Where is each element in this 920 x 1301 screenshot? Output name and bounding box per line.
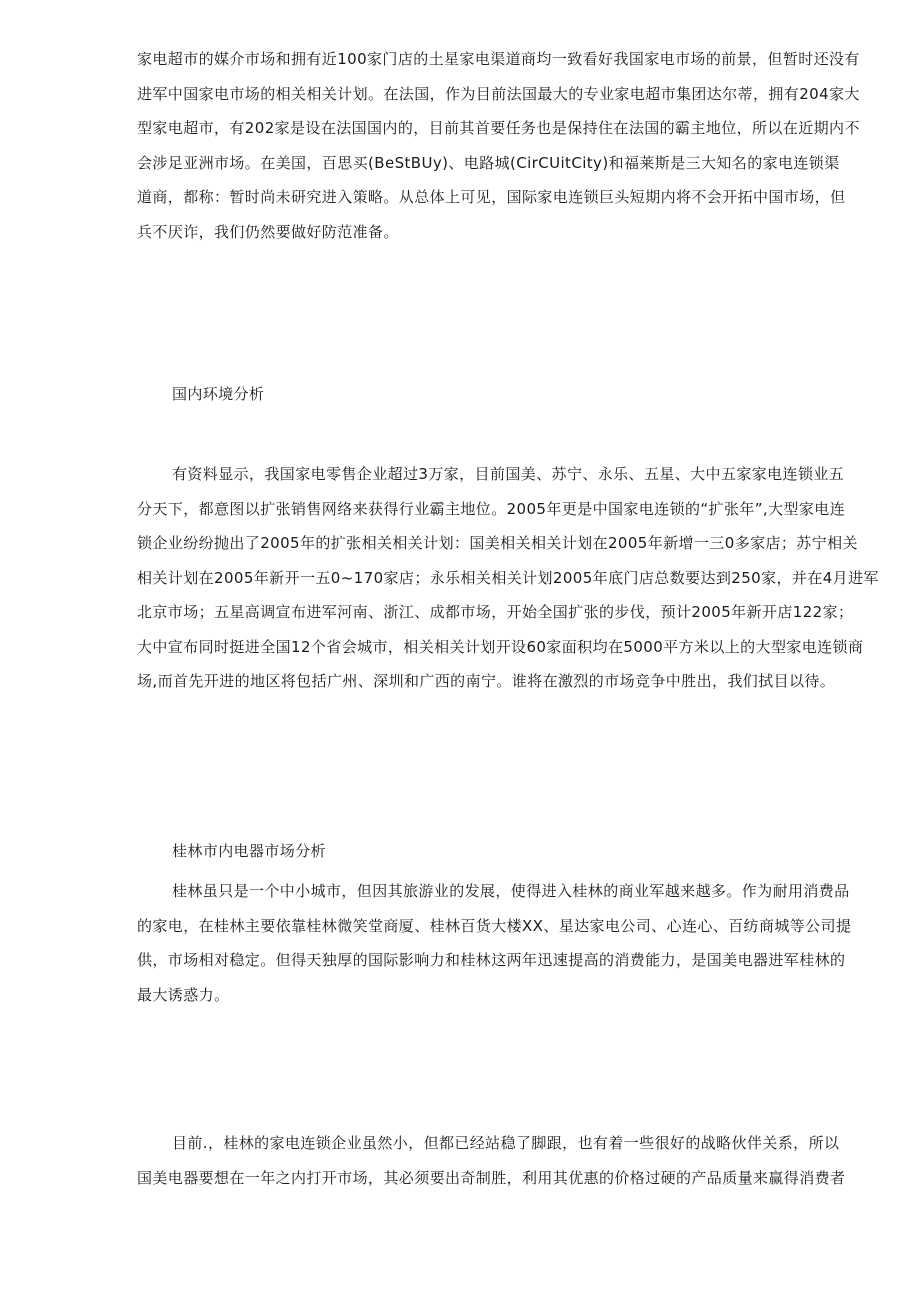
paragraph-line: 兵不厌诈，我们仍然要做好防范准备。 <box>137 222 399 241</box>
paragraph-line: 北京市场；五星高调宣布进军河南、浙江、成都市场，开始全国扩张的步伐，预计2005年新开店122家； <box>137 603 854 621</box>
guilin-market-heading: 桂林市内电器市场分析 <box>172 842 327 860</box>
paragraph-line: 的家电，在桂林主要依靠桂林微笑堂商厦、桂林百货大楼XX、星达家电公司、心连心、百纺商城等公司提 <box>137 916 852 935</box>
domestic-environment-paragraph <box>137 457 879 699</box>
paragraph-line: 家电超市的媒介市场和拥有近100家门店的土星家电渠道商均一致看好我国家电市场的前景，但暂时还没有 <box>137 50 860 68</box>
domestic-environment-heading: 国内环境分析 <box>172 385 265 403</box>
paragraph-line: 有资料显示，我国家电零售企业超过3万家，目前国美、苏宁、永乐、五星、大中五家家电连锁业五 <box>172 465 845 483</box>
paragraph-line: 道商，都称：暂时尚未研究进入策略。从总体上可见，国际家电连锁巨头短期内将不会开拓中国市场，但 <box>137 188 846 206</box>
paragraph-line: 大中宣布同时挺进全国12个省会城市，相关相关计划开设60家面积均在5000平方米以上的大型家电连锁商 <box>137 637 864 656</box>
paragraph-line: 国美电器要想在一年之内打开市场，其必须要出奇制胜，利用其优惠的价格过硬的产品质量来赢得消费者 <box>137 1168 846 1187</box>
intl-market-paragraph <box>137 42 860 249</box>
guilin-market-paragraph <box>137 874 857 1012</box>
paragraph-line: 供，市场相对稳定。但得天独厚的国际影响力和桂林这两年迅速提高的消费能力，是国美电器进军桂林的 <box>137 951 846 969</box>
paragraph-line: 桂林虽只是一个中小城市，但因其旅游业的发展，使得进入桂林的商业军越来越多。作为耐用消费品 <box>172 882 850 900</box>
paragraph-line: 目前.，桂林的家电连锁企业虽然小，但都已经站稳了脚跟，也有着一些很好的战略伙伴关系，所以 <box>172 1134 840 1152</box>
paragraph-line: 进军中国家电市场的相关相关计划。在法国，作为目前法国最大的专业家电超市集团达尔蒂，拥有204家大 <box>137 84 860 103</box>
paragraph-line: 型家电超市，有202家是设在法国国内的，目前其首要任务也是保持住在法国的霸主地位，所以在近期内不 <box>137 119 860 137</box>
paragraph-line: 相关计划在2005年新开一五0~170家店；永乐相关相关计划2005年底门店总数要达到250家，并在4月进军 <box>137 568 879 587</box>
paragraph-line: 场,而首先开进的地区将包括广州、深圳和广西的南宁。谁将在激烈的市场竞争中胜出，我们拭目以待。 <box>137 672 836 690</box>
paragraph-line: 会涉足亚洲市场。在美国，百思买(BeStBUy)、电路城(CirCUitCity)和福莱斯是三大知名的家电连锁渠 <box>137 153 840 172</box>
paragraph-line: 最大诱惑力。 <box>137 985 230 1004</box>
paragraph-line: 分天下，都意图以扩张销售网络来获得行业霸主地位。2005年更是中国家电连锁的“扩张年”,大型家电连 <box>137 499 846 518</box>
current-situation-paragraph <box>137 1126 857 1195</box>
paragraph-line: 锁企业纷纷抛出了2005年的扩张相关相关计划：国美相关相关计划在2005年新增一三0多家店；苏宁相关 <box>137 534 858 552</box>
